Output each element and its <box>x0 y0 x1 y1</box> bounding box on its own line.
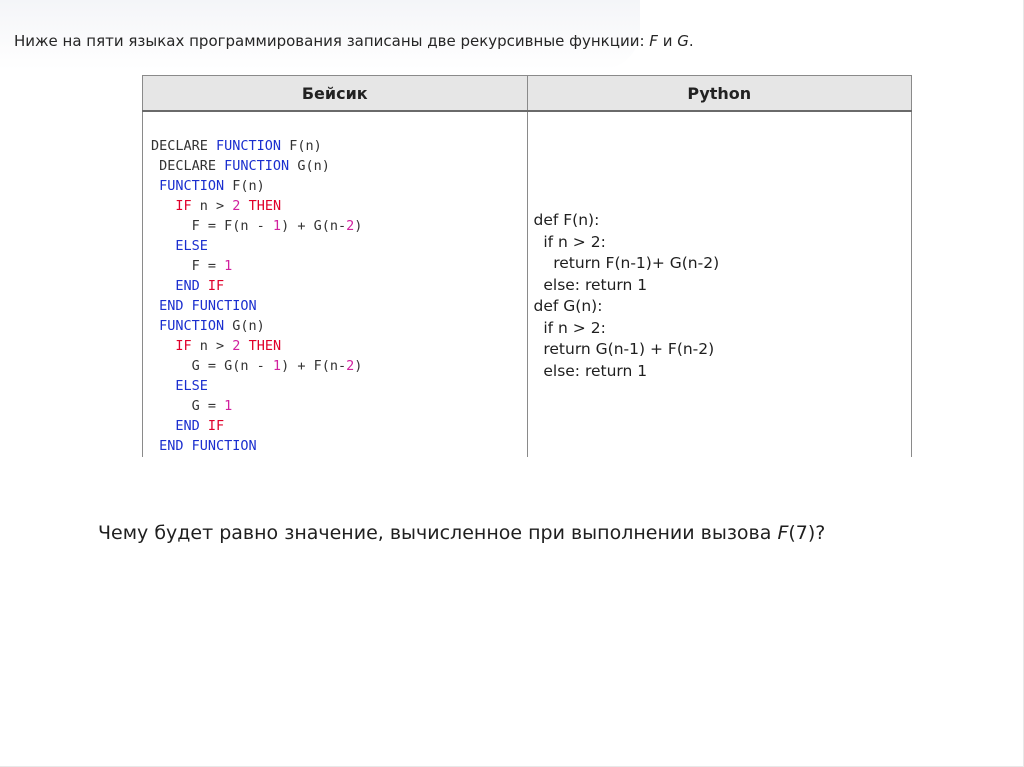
question-func-name: F <box>777 522 789 544</box>
basic-code-block <box>143 112 527 456</box>
basic-code-line <box>151 316 527 336</box>
intro-conjunction: и <box>657 32 678 50</box>
basic-code-token: G = <box>151 398 225 414</box>
header-basic: Бейсик <box>143 76 528 112</box>
header-python: Python <box>527 76 912 112</box>
basic-code-line <box>151 256 527 276</box>
python-code-cell <box>527 111 912 457</box>
basic-code-token: FUNCTION <box>151 178 225 194</box>
basic-code-token: ) <box>354 358 363 374</box>
python-code-line: if n > 2: <box>533 232 606 251</box>
basic-code-line <box>151 356 527 376</box>
basic-code-token: ) + G(n- <box>281 218 347 234</box>
basic-code-line <box>151 176 527 196</box>
basic-code-token <box>151 338 175 354</box>
python-code-line: def F(n): <box>533 211 600 229</box>
intro-body: Ниже на пяти языках программирования записаны две рекурсивные функции: <box>14 32 650 50</box>
basic-code-token: IF <box>175 338 192 354</box>
basic-code-token: END FUNCTION <box>151 438 257 454</box>
basic-code-token <box>200 418 208 434</box>
basic-code-token: DECLARE <box>151 138 217 154</box>
intro-end: . <box>688 32 694 50</box>
basic-code-token: 1 <box>272 358 282 374</box>
intro-f-name: F <box>649 32 658 50</box>
basic-code-line <box>151 416 527 436</box>
question-args: (7)? <box>788 522 826 544</box>
basic-code-token: FUNCTION <box>224 158 290 174</box>
basic-code-token: FUNCTION <box>151 318 225 334</box>
basic-code-token: 1 <box>224 398 233 414</box>
basic-code-token <box>200 278 208 294</box>
basic-code-token: END FUNCTION <box>151 298 257 314</box>
python-code-line: return G(n-1) + F(n-2) <box>533 340 715 358</box>
basic-code-token: 2 <box>232 338 241 354</box>
basic-code-token: 2 <box>346 358 355 374</box>
basic-code-line <box>151 376 527 396</box>
basic-code-line <box>151 196 527 216</box>
basic-code-token: ) + F(n- <box>281 358 347 374</box>
basic-code-token <box>151 198 175 214</box>
basic-code-token: ELSE <box>175 378 208 394</box>
basic-code-token: DECLARE <box>151 158 225 174</box>
basic-code-token: END <box>175 418 200 434</box>
basic-code-token: IF <box>207 278 225 294</box>
basic-code-token: F = F(n - <box>151 218 273 234</box>
basic-code-token <box>151 278 175 294</box>
basic-code-token: FUNCTION <box>216 138 282 154</box>
basic-code-token <box>151 418 175 434</box>
basic-code-line <box>151 276 527 296</box>
basic-code-line <box>151 236 527 256</box>
basic-code-token: 1 <box>272 218 282 234</box>
python-code-line: else: return 1 <box>533 275 648 294</box>
basic-code-token: n > <box>191 338 233 354</box>
python-code-block <box>528 112 912 382</box>
question-text <box>98 522 825 544</box>
basic-code-token: THEN <box>248 198 282 214</box>
intro-g-name: G <box>677 32 689 50</box>
basic-code-token: G = G(n - <box>151 358 273 374</box>
basic-code-line <box>151 136 527 156</box>
basic-code-token: n > <box>191 198 233 214</box>
table-row <box>143 111 912 457</box>
basic-code-token <box>240 198 248 214</box>
basic-code-token: ) <box>354 218 363 234</box>
basic-code-token: END <box>175 278 200 294</box>
basic-code-token: F = <box>151 258 225 274</box>
basic-code-token: 2 <box>232 198 241 214</box>
basic-code-token: G(n) <box>224 318 265 334</box>
basic-code-cell <box>143 111 528 457</box>
basic-code-token: F(n) <box>281 138 322 154</box>
table-header-row <box>143 76 912 112</box>
python-code-line: else: return 1 <box>533 361 648 380</box>
python-code-line: return F(n-1)+ G(n-2) <box>533 254 720 272</box>
basic-code-token: 2 <box>346 218 355 234</box>
python-code-line: def G(n): <box>533 297 603 315</box>
basic-code-token: ELSE <box>175 238 208 254</box>
basic-code-line <box>151 156 527 176</box>
basic-code-line <box>151 296 527 316</box>
basic-code-line <box>151 396 527 416</box>
basic-code-token <box>151 238 175 254</box>
python-code-line: if n > 2: <box>533 318 606 337</box>
question-body: Чему будет равно значение, вычисленное при выполнении вызова <box>98 522 778 544</box>
basic-code-token <box>240 338 248 354</box>
basic-code-token: F(n) <box>224 178 265 194</box>
basic-code-line <box>151 336 527 356</box>
basic-code-line <box>151 436 527 456</box>
code-comparison-table <box>142 75 912 457</box>
basic-code-token: THEN <box>248 338 282 354</box>
basic-code-token <box>151 378 175 394</box>
basic-code-token: G(n) <box>289 158 330 174</box>
basic-code-token: IF <box>175 198 192 214</box>
intro-text <box>14 32 694 50</box>
basic-code-token: IF <box>207 418 225 434</box>
basic-code-token: 1 <box>224 258 233 274</box>
basic-code-line <box>151 216 527 236</box>
